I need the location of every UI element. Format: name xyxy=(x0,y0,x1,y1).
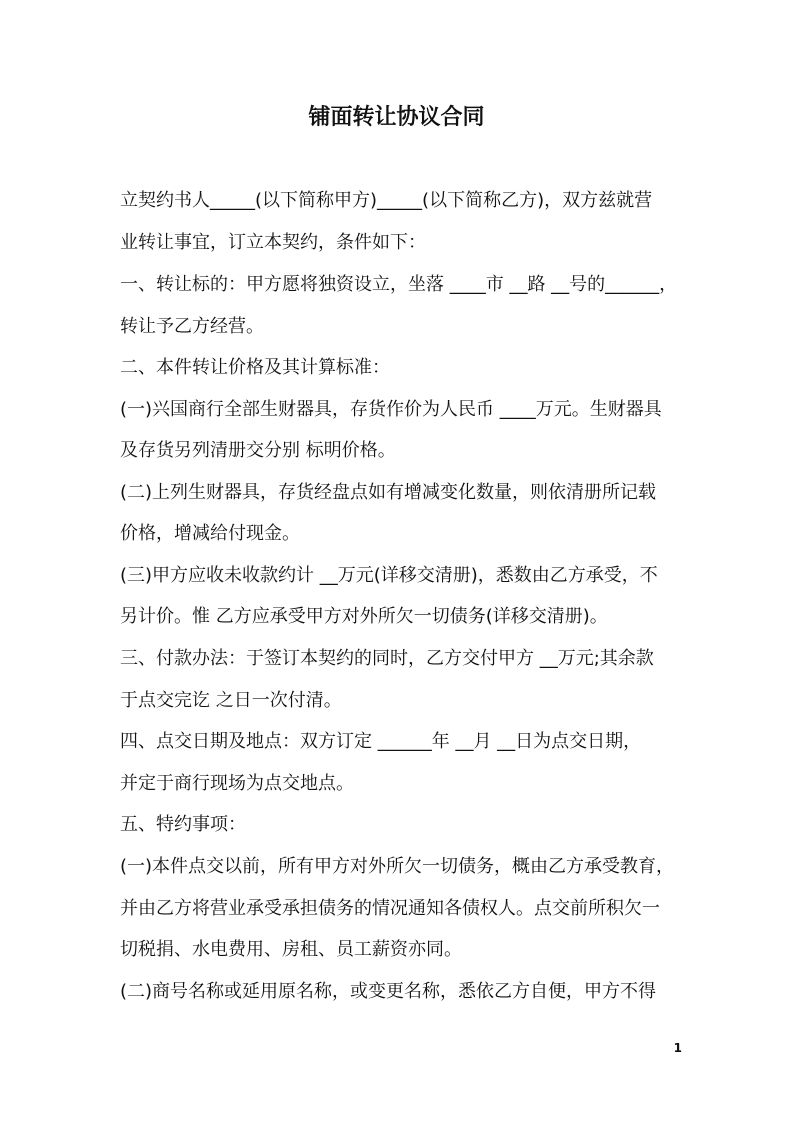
text-line: 切税捐、水电费用、房租、员工薪资亦同。 xyxy=(120,939,462,960)
text-line: (三)甲方应收未收款约计 __万元(详移交清册)，悉数由乙方承受，不 xyxy=(120,565,658,586)
text-line: (一)兴国商行全部生财器具，存货作价为人民币 ____万元。生财器具 xyxy=(120,399,662,420)
text-line: 于点交完讫 之日一次付清。 xyxy=(120,690,342,711)
text-line: (一)本件点交以前，所有甲方对外所欠一切债务，概由乙方承受教育， xyxy=(120,856,675,877)
text-line: 另计价。惟 乙方应承受甲方对外所欠一切债务(详移交清册)。 xyxy=(120,606,608,627)
text-line: 并定于商行现场为点交地点。 xyxy=(120,773,354,794)
text-line: 价格，增减给付现金。 xyxy=(120,523,300,544)
text-line: 立契约书人_____(以下简称甲方)_____(以下简称乙方)，双方兹就营 xyxy=(120,190,653,211)
text-line: 五、特约事项： xyxy=(120,814,246,835)
text-line: 转让予乙方经营。 xyxy=(120,316,264,337)
text-line: (二)商号名称或延用原名称，或变更名称，悉依乙方自便，甲方不得 xyxy=(120,981,657,1002)
text-line: 业转让事宜，订立本契约，条件如下： xyxy=(120,232,426,253)
text-line: 三、付款办法：于签订本契约的同时，乙方交付甲方 __万元;其余款 xyxy=(120,648,654,669)
text-line: 四、点交日期及地点：双方订定 ______年 __月 __日为点交日期， xyxy=(120,731,642,752)
text-line: 及存货另列清册交分别 标明价格。 xyxy=(120,440,396,461)
text-line: 二、本件转让价格及其计算标准： xyxy=(120,357,390,378)
text-line: 一、转让标的：甲方愿将独资设立，坐落 ____市 __路 __号的______， xyxy=(120,274,678,295)
document-title: 铺面转让协议合同 xyxy=(308,105,485,130)
text-line: 并由乙方将营业承受承担债务的情况通知各债权人。点交前所积欠一 xyxy=(120,898,660,919)
text-line: (二)上列生财器具，存货经盘点如有增减变化数量，则依清册所记载 xyxy=(120,482,657,503)
page-number: 1 xyxy=(673,1041,682,1055)
